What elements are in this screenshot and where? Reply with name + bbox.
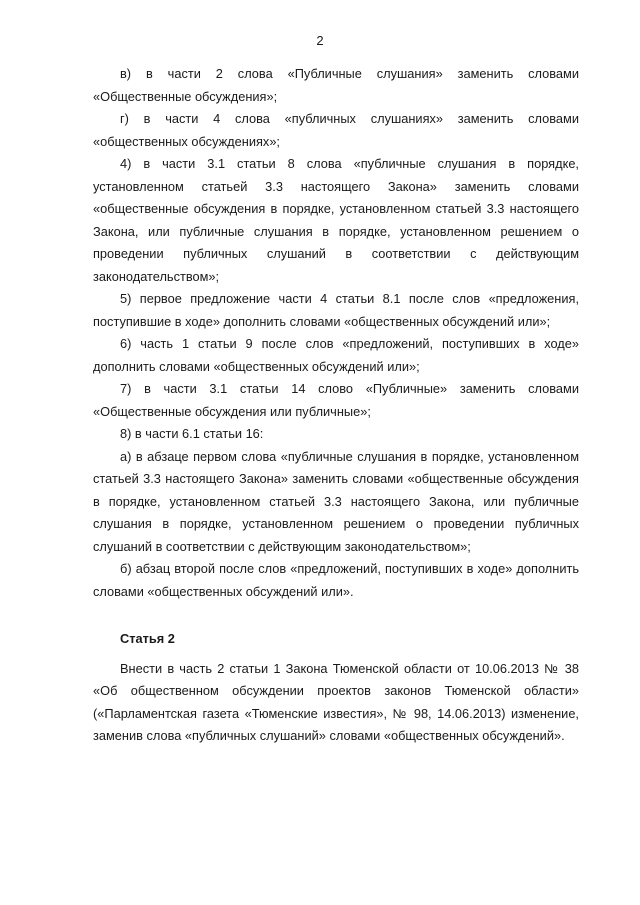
- paragraph-g: г) в части 4 слова «публичных слушаниях» заменить словами «общественных обсуждениях»;: [93, 111, 579, 149]
- paragraph-8a: а) в абзаце первом слова «публичные слушания в порядке, установленном статьей 3.3 настоящего Закона» заменить словами «общественные обсуждения в порядке, установленном статьей 3.3 настоящего Закона, или публичные слушания в порядке, установленном решением о проведении публичных слушаний в соответствии с действующим законодательством»;: [93, 448, 579, 554]
- paragraph-4: 4) в части 3.1 статьи 8 слова «публичные слушания в порядке, установленном статьей 3.3 настоящего Закона» заменить словами «общественные обсуждения в порядке, установленном статьей 3.3 настоящего Закона, или публичные слушания в порядке, установленном решением о проведении публичных слушаний в соответствии с действующим законодательством»;: [93, 156, 579, 284]
- document-body: [93, 63, 579, 748]
- paragraph-8b: б) абзац второй после слов «предложений, поступивших в ходе» дополнить словами «общественных обсуждений или».: [93, 561, 579, 599]
- paragraph-v: в) в части 2 слова «Публичные слушания» заменить словами «Общественные обсуждения»;: [93, 66, 579, 104]
- paragraph-8: 8) в части 6.1 статьи 16:: [120, 426, 264, 441]
- paragraph-7: 7) в части 3.1 статьи 14 слово «Публичные» заменить словами «Общественные обсуждения или публичные»;: [93, 381, 579, 419]
- page-number: 2: [316, 33, 324, 48]
- paragraph-6: 6) часть 1 статьи 9 после слов «предложений, поступивших в ходе» дополнить словами «общественных обсуждений или»;: [93, 336, 579, 374]
- article-2-text: Внести в часть 2 статьи 1 Закона Тюменской области от 10.06.2013 № 38 «Об общественном обсуждении проектов законов Тюменской области» («Парламентская газета «Тюменские известия», № 98, 14.06.2013) изменение, заменив слова «публичных слушаний» словами «общественных обсуждений».: [93, 660, 579, 743]
- article-2-heading: Статья 2: [120, 631, 175, 646]
- paragraph-5: 5) первое предложение части 4 статьи 8.1 после слов «предложения, поступившие в ходе» дополнить словами «общественных обсуждений или»;: [93, 291, 579, 329]
